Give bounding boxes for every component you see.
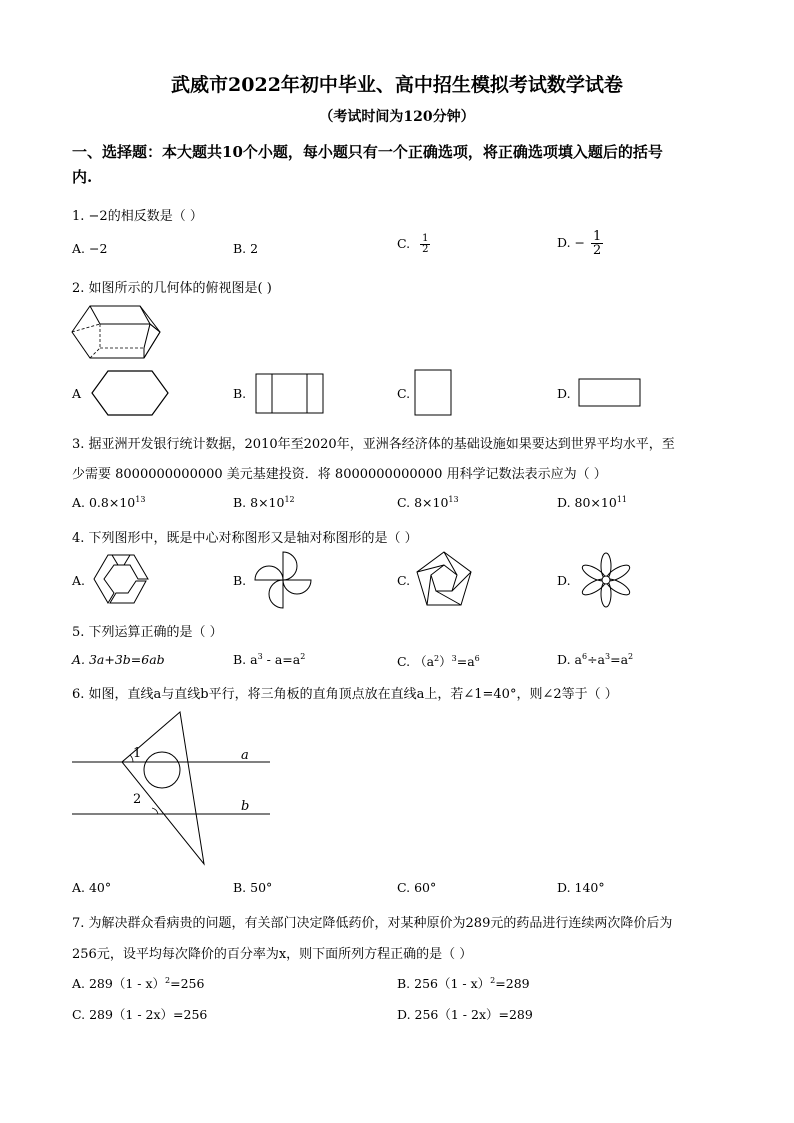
- option-part: =289: [495, 976, 530, 991]
- hexagon-option-figure: [90, 369, 170, 417]
- option-exponent: 12: [284, 495, 295, 504]
- q5-option-a: A. 3a+3b=6ab: [72, 652, 165, 667]
- option-exponent: 6: [474, 654, 480, 663]
- tall-rectangle-figure: [414, 369, 454, 417]
- q1-option-b: B. 2: [233, 241, 259, 256]
- fraction: [420, 234, 430, 255]
- option-part: C. （a: [397, 654, 435, 669]
- fraction-denominator: 2: [422, 244, 429, 255]
- q5-option-d: [557, 652, 633, 667]
- pinwheel-figure: [253, 550, 313, 610]
- fraction-denominator: 2: [592, 243, 602, 258]
- question-4-stem: 4. 下列图形中，既是中心对称图形又是轴对称图形的是（ ）: [72, 531, 418, 546]
- line-b-label: b: [241, 799, 250, 814]
- option-exponent: 2: [300, 652, 306, 661]
- question-7-stem-line2: 256元，设平均每次降价的百分率为x，则下面所列方程正确的是（ ）: [72, 947, 473, 962]
- option-exponent: 2: [434, 654, 440, 663]
- question-1-stem: 1. −2的相反数是（ ）: [72, 209, 203, 224]
- q6-option-b: B. 50°: [233, 880, 273, 895]
- exam-subtitle: （考试时间为120分钟）: [319, 109, 475, 125]
- option-part: B. a: [233, 652, 258, 667]
- option-exponent: 2: [490, 976, 496, 985]
- option-exponent: 11: [616, 495, 627, 504]
- exam-title: 武威市2022年初中毕业、高中招生模拟考试数学试卷: [171, 74, 623, 96]
- angle-1-label: 1: [133, 746, 142, 761]
- angle-2-label: 2: [133, 792, 142, 807]
- option-part: =a: [610, 652, 629, 667]
- question-6-stem: 6. 如图，直线a与直线b平行，将三角板的直角顶点放在直线a上，若∠1=40°，则∠2等于（ ）: [72, 687, 618, 702]
- pentagon-star-figure: [414, 550, 474, 608]
- option-part: ÷a: [587, 652, 606, 667]
- q7-option-a: [72, 974, 204, 992]
- q1-option-a: A. −2: [72, 241, 108, 256]
- fraction: [591, 230, 603, 257]
- question-3-stem-line1: 3. 据亚洲开发银行统计数据，2010年至2020年，亚洲各经济体的基础设施如果要达到世界平均水平，至: [72, 437, 675, 452]
- option-exponent: 3: [257, 652, 263, 661]
- wide-rectangle-figure: [578, 378, 642, 408]
- option-exponent: 3: [605, 652, 611, 661]
- q3-option-b: [233, 495, 295, 510]
- hexagonal-prism-figure: [70, 302, 170, 364]
- option-exponent: 2: [165, 976, 171, 985]
- question-5-stem: 5. 下列运算正确的是（ ）: [72, 625, 223, 640]
- option-part: ）: [439, 654, 452, 669]
- option-exponent: 6: [581, 652, 588, 661]
- question-7-stem-line1: 7. 为解决群众看病贵的问题，有关部门决定降低药价，对某种原价为289元的药品进行连续两次降价后为: [72, 916, 673, 931]
- question-2-stem: 2. 如图所示的几何体的俯视图是( ): [72, 281, 272, 296]
- option-part: - a=a: [262, 652, 301, 667]
- option-base: D. 80×10: [557, 495, 617, 510]
- q4-option-a: A.: [72, 573, 86, 588]
- q1-option-d-prefix: D. −: [557, 235, 585, 250]
- option-exponent: 13: [135, 495, 146, 504]
- q2-option-b: B.: [233, 386, 247, 401]
- q4-option-c: C.: [397, 573, 411, 588]
- q7-option-c: C. 289（1 - 2x）=256: [72, 1007, 208, 1022]
- interlocking-chevrons-figure: [90, 553, 150, 605]
- q1-option-d: [557, 230, 603, 257]
- question-3-stem-line2: 少需要 8000000000000 美元基建投资．将 8000000000000 用科学记数法表示应为（ ）: [72, 467, 607, 482]
- q4-option-d: D.: [557, 573, 571, 588]
- rectangle-three-panels-figure: [255, 373, 325, 415]
- q2-option-d: D.: [557, 386, 571, 401]
- q5-option-b: [233, 652, 305, 667]
- option-part: =a: [456, 654, 475, 669]
- q3-option-a: [72, 495, 145, 510]
- q1-option-c-prefix: C.: [397, 236, 411, 251]
- q2-option-c: C.: [397, 386, 411, 401]
- q3-option-c: [397, 495, 459, 510]
- option-base: B. 8×10: [233, 495, 285, 510]
- section-heading: [72, 140, 722, 190]
- section-heading-line2: 内.: [72, 168, 93, 186]
- option-exponent: 3: [451, 654, 457, 663]
- fraction-numerator: 1: [422, 233, 429, 244]
- fraction-numerator: 1: [592, 229, 602, 244]
- option-part: A. 289（1 - x）: [72, 976, 166, 991]
- line-a-label: a: [241, 748, 249, 763]
- q2-option-a: A: [72, 386, 82, 401]
- option-exponent: 2: [628, 652, 634, 661]
- q6-option-d: D. 140°: [557, 880, 605, 895]
- q1-option-c: [397, 234, 430, 255]
- option-base: C. 8×10: [397, 495, 449, 510]
- section-heading-line1: 一、选择题：本大题共10个小题，每小题只有一个正确选项，将正确选项填入题后的括号: [72, 143, 663, 161]
- six-petal-flower-figure: [576, 550, 636, 610]
- q6-option-c: C. 60°: [397, 880, 437, 895]
- q7-option-b: [397, 974, 530, 992]
- option-part: B. 256（1 - x）: [397, 976, 491, 991]
- option-part: D. a: [557, 652, 582, 667]
- option-exponent: 13: [448, 495, 459, 504]
- q3-option-d: [557, 495, 627, 510]
- q7-option-d: D. 256（1 - 2x）=289: [397, 1007, 533, 1022]
- q4-option-b: B.: [233, 573, 247, 588]
- parallel-lines-triangle-figure: [70, 710, 280, 870]
- q6-option-a: A. 40°: [72, 880, 112, 895]
- option-base: A. 0.8×10: [72, 495, 136, 510]
- option-part: =256: [170, 976, 205, 991]
- q5-option-c: [397, 652, 480, 670]
